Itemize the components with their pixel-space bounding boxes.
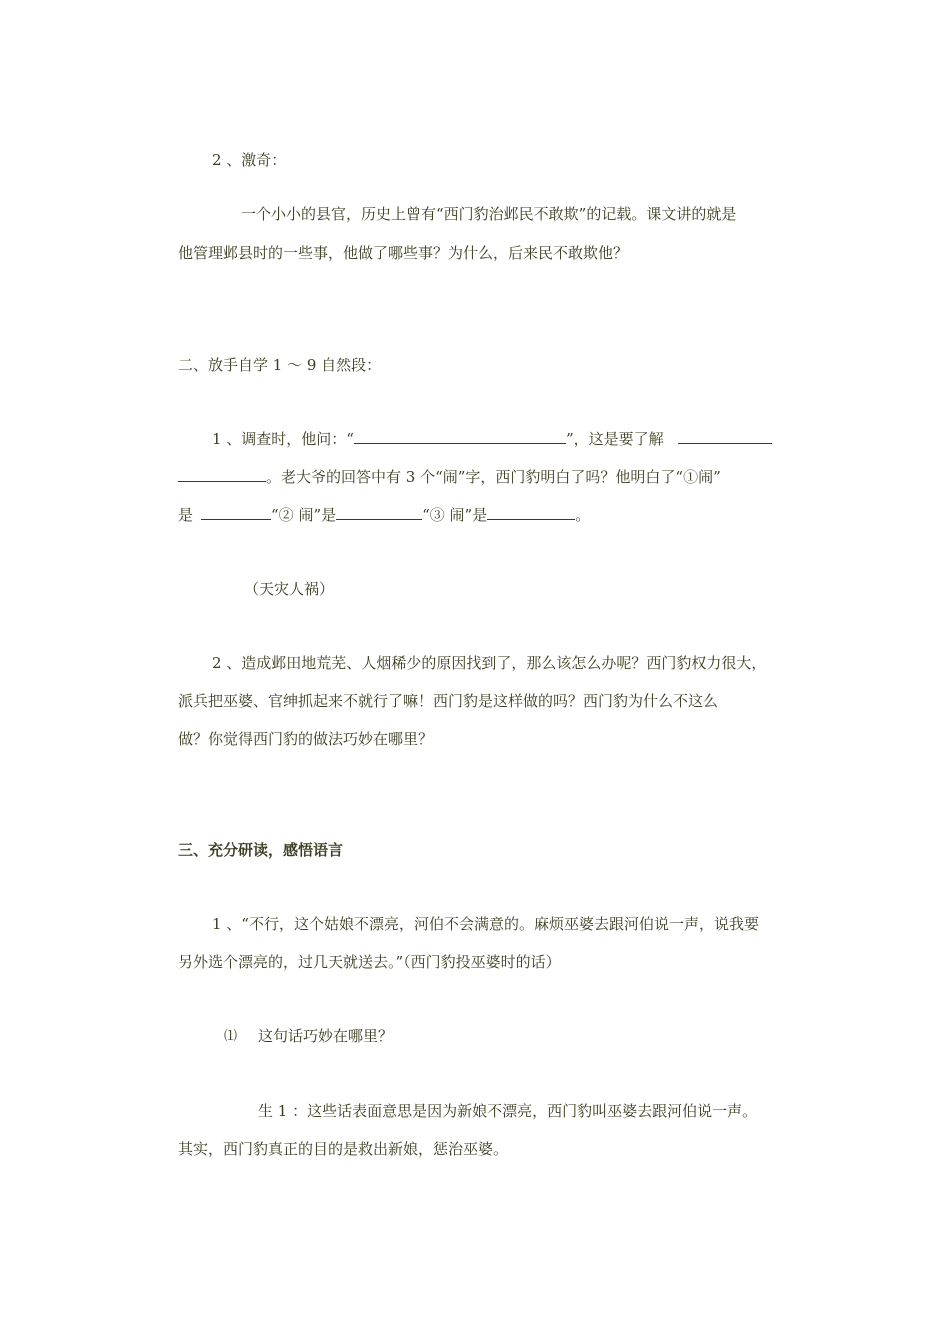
question-1-line-1	[212, 429, 772, 449]
question-1-line-2	[178, 467, 721, 487]
intro-paragraph-line-1: 一个小小的县官，历史上曾有“西门豹治邺民不敢欺”的记载。课文讲的就是	[241, 205, 737, 223]
question-1-text-e: “② 闹”是	[271, 506, 337, 524]
quote-line-1: 1 、“不行，这个姑娘不漂亮，河伯不会满意的。麻烦巫婆去跟河伯说一声，说我要	[212, 915, 759, 933]
intro-paragraph-line-2: 他管理邺县时的一些事，他做了哪些事？为什么，后来民不敢欺他？	[178, 244, 629, 262]
sub-question-number: ⑴	[224, 1029, 238, 1044]
section-two-heading: 二、放手自学 1 ～ 9 自然段：	[178, 356, 382, 374]
answer-line-1: 生 1 ：这些话表面意思是因为新娘不漂亮，西门豹叫巫婆去跟河伯说一声。	[258, 1102, 758, 1120]
sub-question-text: 这句话巧妙在哪里？	[258, 1027, 394, 1045]
answer-blank-purpose-start[interactable]	[678, 429, 772, 444]
quote-line-2: 另外选个漂亮的，过几天就送去。”（西门豹投巫婆时的话）	[178, 953, 561, 971]
hint-text: （天灾人祸）	[244, 580, 335, 598]
question-1-text-a: 1 、调查时，他问：“	[212, 430, 354, 448]
question-1-text-c: 。老大爷的回答中有 3 个“闹”字，西门豹明白了吗？他明白了“①闹”	[266, 468, 721, 486]
answer-line-2: 其实，西门豹真正的目的是救出新娘，惩治巫婆。	[178, 1140, 509, 1158]
answer-blank-nao-3[interactable]	[487, 505, 575, 520]
answer-blank-nao-1[interactable]	[201, 505, 271, 520]
section-three-heading: 三、充分研读，感悟语言	[178, 841, 344, 859]
question-1-line-3	[178, 505, 590, 525]
question-1-text-g: 。	[575, 506, 591, 524]
question-2-line-3: 做？你觉得西门豹的做法巧妙在哪里？	[178, 730, 434, 748]
answer-blank-question[interactable]	[354, 429, 566, 444]
intro-heading: 2 、激奇：	[212, 151, 287, 169]
question-1-text-b: ”，这是要了解	[565, 430, 664, 448]
answer-blank-purpose-end[interactable]	[178, 467, 266, 482]
question-2-line-2: 派兵把巫婆、官绅抓起来不就行了嘛！西门豹是这样做的吗？西门豹为什么不这么	[178, 692, 719, 710]
question-1-text-d: 是	[178, 506, 194, 524]
answer-blank-nao-2[interactable]	[336, 505, 422, 520]
question-1-text-f: “③ 闹”是	[422, 506, 488, 524]
question-2-line-1: 2 、造成邺田地荒芜、人烟稀少的原因找到了，那么该怎么办呢？西门豹权力很大，	[212, 654, 767, 672]
